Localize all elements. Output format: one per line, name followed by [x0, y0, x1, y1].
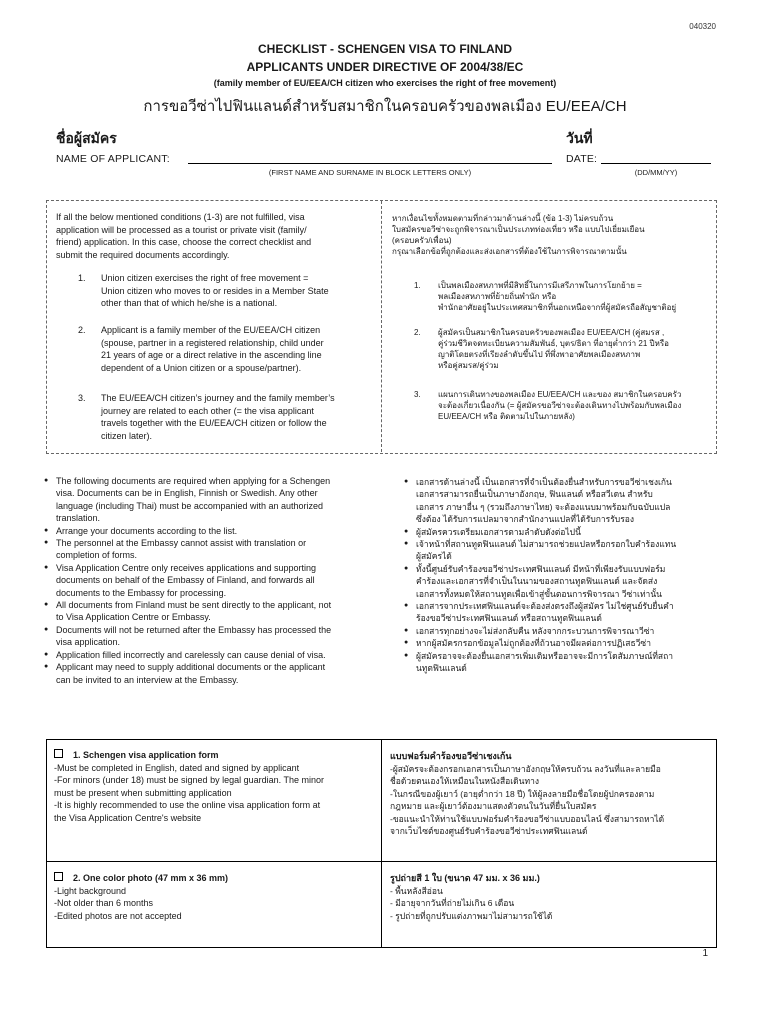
list-item — [56, 649, 396, 661]
requirement-line: -Edited photos are not accepted — [54, 910, 182, 921]
document-code: 040320 — [689, 22, 716, 31]
intro-en-line: application will be processed as a tourist or private visit (family/ — [56, 224, 307, 235]
name-of-applicant-label: NAME OF APPLICANT: — [56, 153, 170, 165]
condition-line: Applicant is a family member of the EU/EEA/CH citizen — [101, 325, 321, 335]
condition-line: journey are related to each other (= the visa applicant — [101, 405, 314, 416]
requirement-line: the Visa Application Centre's website — [54, 812, 202, 823]
list-item — [56, 537, 396, 562]
conditions-divider — [381, 201, 382, 452]
requirement-title: รูปถ่ายสี 1 ใบ (ขนาด 47 มม. x 36 มม.) — [390, 873, 540, 883]
condition-number: 1. — [78, 273, 86, 283]
list-line: ซึ่งต้อง ได้รับการแปลมาจากสำนักงานแปลที่ได้รับการรับรอง — [416, 514, 635, 525]
list-item — [416, 476, 734, 526]
condition-number: 2. — [78, 325, 86, 335]
condition-line: The EU/EEA/CH citizen’s journey and the family member’s — [101, 393, 335, 403]
list-item — [416, 625, 734, 637]
list-line: ร้องขอวีซ่าประเทศฟินแลนด์ หรือสถานทูตฟินแลนด์ — [416, 613, 602, 624]
condition-line: ผู้สมัครเป็นสมาชิกในครอบครัวของพลเมือง EU/EEA/CH (คู่สมรส , — [438, 328, 665, 337]
list-line: documents on behalf of the Embassy of Finland, and forwards all — [56, 575, 315, 586]
list-line: เอกสารทั้งหมดให้สถานทูตเพื่อเข้าสู่ขั้นตอนการพิจารณา วีซ่าเท่านั้น — [416, 588, 662, 599]
condition-line: แผนการเดินทางของพลเมือง EU/EEA/CH และของ สมาชิกในครอบครัว — [438, 390, 682, 399]
requirement-line: จากเว็บไซต์ของศูนย์รับคำร้องขอวีซ่าประเทศฟินแลนด์ — [390, 826, 588, 836]
list-line: ● The following documents are required when applying for a Schengen — [56, 476, 331, 486]
condition-line: Union citizen exercises the right of free movement = — [101, 273, 309, 283]
condition-line: citizen later). — [101, 430, 153, 441]
condition-line: (spouse, partner in a registered relationship, child under — [101, 337, 324, 348]
title-line-3: (family member of EU/EEA/CH citizen who exercises the right of free movement) — [213, 78, 557, 88]
list-line: ● เจ้าหน้าที่สถานทูตฟินแลนด์ ไม่สามารถช่วยแปลหรือกรอกใบคำร้องแทน — [416, 539, 677, 550]
requirement-title — [54, 749, 376, 762]
requirement-line: ชื่อด้วยตนเองให้เหมือนในหนังสือเดินทาง — [390, 776, 539, 786]
requirement-1-checkbox[interactable] — [54, 749, 63, 758]
general-info-th — [404, 476, 734, 675]
list-line: documents to the Embassy for processing. — [56, 587, 227, 598]
title-line-1: CHECKLIST - SCHENGEN VISA TO FINLAND — [257, 42, 512, 56]
requirement-line: -Light background — [54, 885, 127, 896]
condition-2-th — [414, 327, 714, 371]
requirement-title-text: 1. Schengen visa application form — [73, 750, 219, 760]
condition-line: พลเมืองสหภาพที่ย้ายถิ่นพำนัก หรือ — [438, 292, 557, 301]
intro-en-line: friend) application. In this case, choose the correct checklist and — [56, 237, 312, 247]
requirement-line: -Not older than 6 months — [54, 898, 154, 908]
condition-line: คู่ร่วมชีวิตจดทะเบียนความสัมพันธ์, บุตร/ธิดา ที่อายุต่ำกว่า 21 ปีหรือ — [438, 339, 669, 348]
condition-line: Union citizen who moves to or resides in a Member State — [101, 285, 329, 296]
intro-en-line: submit the required documents accordingly. — [56, 249, 230, 260]
condition-line: เป็นพลเมืองสหภาพที่มีสิทธิ์ในการมีเสรีภาพในการโยกย้าย = — [438, 281, 642, 290]
requirement-line: - มีอายุจากวันที่ถ่ายไม่เกิน 6 เดือน — [390, 898, 515, 908]
list-line: ● เอกสารทุกอย่างจะไม่ส่งกลับคืน หลังจากกระบวนการพิจารณาวีซ่า — [416, 625, 655, 636]
condition-line: ญาติโดยตรงที่เรียงลำดับขึ้นไป ที่พึ่งพาอาศัยพลเมืองสหภาพ — [438, 350, 641, 359]
condition-line: พำนักอาศัยอยู่ในประเทศสมาชิกที่นอกเหนือจากที่ผู้สมัครถือสัญชาติอยู่ — [438, 303, 677, 312]
requirement-line: -Must be completed in English, dated and signed by applicant — [54, 762, 300, 773]
list-line: ● เอกสารจากประเทศฟินแลนด์จะต้องส่งตรงถึงผู้สมัคร ไม่ใช่ศูนย์รับยื่นคำ — [416, 601, 674, 612]
date-input-line[interactable] — [601, 163, 711, 164]
condition-line: travels together with the EU/EEA/CH citizen or follow the — [101, 418, 327, 428]
title-line-2: APPLICANTS UNDER DIRECTIVE OF 2004/38/EC — [246, 60, 524, 74]
condition-number: 3. — [414, 390, 421, 399]
list-line: ● ผู้สมัครอาจจะต้องยื่นเอกสารเพิ่มเติมหรืออาจจะมีการโดสัมภาษณ์ที่สถา — [416, 650, 674, 661]
list-item — [416, 637, 734, 649]
list-line: นทูตฟินแลนด์ — [416, 663, 467, 674]
list-line: translation. — [56, 513, 101, 524]
requirement-title — [54, 872, 376, 885]
list-line: ● เอกสารด้านล่างนี้ เป็นเอกสารที่จำเป็นต้องยื่นสำหรับการขอวีซ่าเชงเก้น — [416, 477, 672, 487]
requirement-line: - รูปถ่ายที่ถูกปรับแต่งภาพมาไม่สามารถใช้ได้ — [390, 910, 553, 921]
list-item — [416, 600, 734, 625]
condition-2-en — [78, 324, 378, 374]
date-thai-label: วันที่ — [566, 130, 593, 146]
list-line: to Visa Application Centre or Embassy. — [56, 612, 211, 623]
date-label: DATE: — [566, 153, 598, 165]
list-line: ● All documents from Finland must be sent directly to the applicant, not — [56, 600, 332, 611]
list-line: visa. Documents can be in English, Finnish or Swedish. Any other — [56, 488, 318, 499]
condition-3-th — [414, 389, 714, 422]
condition-line: จะต้องเกี่ยวเนื่องกัน (= ผู้สมัครขอวีซ่าจะต้องเดินทางไปพร้อมกับพลเมือง — [438, 401, 682, 410]
condition-line: 21 years of age or a direct relative in the ascending line — [101, 350, 322, 360]
list-line: ● Application filled incorrectly and carelessly can cause denial of visa. — [56, 649, 326, 660]
condition-1-th — [414, 280, 714, 313]
table-column-divider — [381, 739, 382, 948]
name-input-line[interactable] — [188, 163, 552, 164]
condition-line: dependent of a Union citizen or a spouse/partner). — [101, 362, 302, 373]
list-line: ● Arrange your documents according to the list. — [56, 525, 238, 536]
list-line: language (including Thai) must be accompanied with an authorized — [56, 500, 323, 511]
condition-number: 1. — [414, 281, 421, 290]
requirement-title: แบบฟอร์มคำร้องขอวีซ่าเชงเก้น — [390, 751, 512, 761]
list-item — [416, 650, 734, 675]
list-line: ● Applicant may need to supply additional documents or the applicant — [56, 662, 326, 673]
list-line: เอกสารสามารถยื่นเป็นภาษาอังกฤษ, ฟินแลนด์ หรือสวีเดน สำหรับ — [416, 489, 653, 500]
list-line: completion of forms. — [56, 550, 138, 561]
list-item — [416, 526, 734, 538]
list-item — [56, 562, 396, 599]
conditions-intro-th — [392, 213, 710, 257]
list-item — [56, 599, 396, 624]
table-row-divider — [46, 861, 717, 862]
list-line: คำร้องและเอกสารที่จำเป็นในนามของสถานทูตฟินแลนด์ และจัดส่ง — [416, 576, 658, 587]
requirement-title-text: 2. One color photo (47 mm x 36 mm) — [73, 873, 229, 883]
name-note: (FIRST NAME AND SURNAME IN BLOCK LETTERS ONLY) — [268, 168, 472, 177]
title-thai: การขอวีซ่าไปฟินแลนด์สำหรับสมาชิกในครอบครัวของพลเมือง EU/EEA/CH — [143, 98, 627, 115]
requirement-line: - พื้นหลังสีอ่อน — [390, 885, 443, 896]
condition-number: 3. — [78, 393, 86, 403]
list-item — [56, 475, 396, 525]
date-note: (DD/MM/YY) — [634, 168, 678, 177]
list-item — [416, 538, 734, 563]
condition-3-en — [78, 392, 378, 442]
list-line: เอกสาร ภาษาอื่น ๆ (รวมถึงภาษาไทย) จะต้องแนบมาพร้อมกับฉบับแปล — [416, 501, 671, 512]
intro-th-line: ใบสมัครขอวีซ่าจะถูกพิจารณาเป็นประเภทท่องเที่ยว หรือ แบบไปเยี่ยมเยือน — [392, 225, 645, 234]
requirement-line: -ผู้สมัครจะต้องกรอกเอกสารเป็นภาษาอังกฤษให้ครบถ้วน ลงวันที่และลายมือ — [390, 763, 661, 774]
condition-line: other than that of which he/she is a national. — [101, 298, 278, 308]
requirement-2-checkbox[interactable] — [54, 872, 63, 881]
condition-line: หรือคู่สมรส/คู่ร่วม — [438, 361, 499, 370]
list-line: visa application. — [56, 637, 121, 648]
list-item — [56, 525, 396, 537]
requirement-line: กฎหมาย และผู้เยาว์ต้องมาแสดงตัวตนในวันที่ยื่นใบสมัคร — [390, 801, 597, 811]
intro-th-line: หากเงื่อนไขทั้งหมดตามที่กล่าวมาด้านล่างนี้ (ข้อ 1-3) ไม่ครบถ้วน — [392, 214, 614, 223]
requirement-line: -It is highly recommended to use the online visa application form at — [54, 800, 321, 810]
list-line: ● The personnel at the Embassy cannot assist with translation or — [56, 538, 307, 549]
condition-number: 2. — [414, 328, 421, 337]
list-line: can be invited to an interview at the Embassy. — [56, 674, 239, 685]
requirement-1-th — [390, 750, 712, 838]
list-line: ● Visa Application Centre only receives applications and supporting — [56, 562, 316, 573]
page-number: 1 — [702, 948, 708, 959]
list-item — [416, 563, 734, 600]
list-line: ผู้สมัครได้ — [416, 551, 452, 562]
general-info-en — [44, 475, 396, 686]
conditions-intro-en — [56, 211, 376, 261]
requirement-line: -ในกรณีของผู้เยาว์ (อายุต่ำกว่า 18 ปี) ให้ผู้ลงลายมือชื่อโดยผู้ปกครองตาม — [390, 788, 655, 799]
name-thai-label: ชื่อผู้สมัคร — [56, 130, 117, 146]
condition-line: EU/EEA/CH หรือ ติดตามไปในภายหลัง) — [438, 412, 575, 421]
requirement-2-th — [390, 872, 712, 922]
requirement-2-en — [54, 872, 376, 922]
list-item — [56, 661, 396, 686]
intro-th-line: กรุณาเลือกข้อที่ถูกต้องและส่งเอกสารที่ต้องใช้ในการพิจารณาตามนั้น — [392, 247, 627, 256]
requirement-1-en — [54, 749, 376, 824]
list-line: ● Documents will not be returned after the Embassy has processed the — [56, 624, 332, 635]
requirement-line: -ขอแนะนำให้ท่านใช้แบบฟอร์มคำร้องขอวีซ่าแบบออนไลน์ ซึ่งสามารถหาได้ — [390, 813, 665, 824]
list-line: ● ผู้สมัครควรเตรียมเอกสารตามลำดับดังต่อไปนี้ — [416, 526, 581, 537]
list-line: ● ทั้งนี้ศูนย์รับคำร้องขอวีซ่าประเทศฟินแลนด์ มีหน้าที่เพียงรับแบบฟอร์ม — [416, 563, 666, 574]
intro-en-line: If all the below mentioned conditions (1-3) are not fulfilled, visa — [56, 212, 305, 222]
requirement-line: -For minors (under 18) must be signed by legal guardian. The minor — [54, 775, 324, 785]
intro-th-line: (ครอบครัว/เพื่อน) — [392, 236, 452, 245]
list-item — [56, 624, 396, 649]
condition-1-en — [78, 272, 378, 310]
requirement-line: must be present when submitting application — [54, 787, 232, 798]
list-line: ● หากผู้สมัครกรอกข้อมูลไม่ถูกต้องที่ถ้วนอาจมีผลต่อการปฏิเสธวีซ่า — [416, 638, 651, 649]
